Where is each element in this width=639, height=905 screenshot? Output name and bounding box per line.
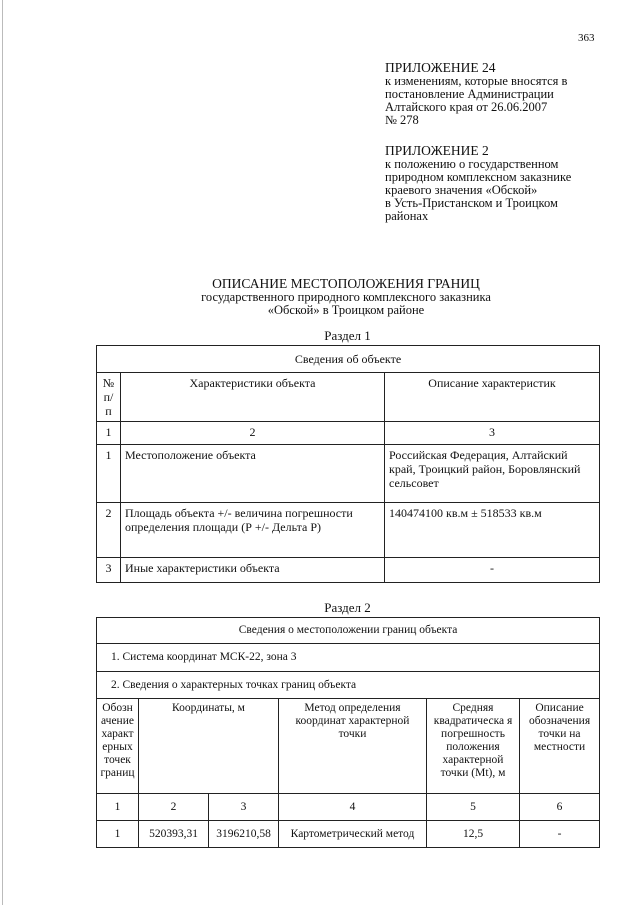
header-characteristic: Характеристики объекта [121,373,385,422]
document-title: ОПИСАНИЕ МЕСТОПОЛОЖЕНИЯ ГРАНИЦ [212,276,480,291]
row-number: 2 [97,503,121,558]
row-number: 3 [97,558,121,583]
header-coordinates: Координаты, м [139,699,279,794]
page-number: 363 [578,32,595,44]
header-number: № п/п [97,373,121,422]
row-number: 1 [97,445,121,503]
section-2-label: Раздел 2 [324,600,371,615]
point-y-coordinate: 3196210,58 [209,821,279,848]
boundary-table-title: Сведения о местоположении границ объекта [97,618,600,644]
row-characteristic: Площадь объекта +/- величина погрешности определения площади (Р +/- Дельта Р) [121,503,385,558]
column-number-cell: 3 [385,422,600,445]
header-method: Метод определения координат характерной точки [279,699,427,794]
point-method: Картометрический метод [279,821,427,848]
points-section-title: 2. Сведения о характерных точках границ объекта [97,672,600,699]
row-description: - [385,558,600,583]
header-accuracy: Средняя квадратическа я погрешность положения характерной точки (Mt), м [427,699,520,794]
appendix-24-line: № 278 [385,113,419,127]
document-subtitle-line: государственного природного комплексного заказника [201,290,491,304]
row-description: Российская Федерация, Алтайский край, Троицкий район, Боровлянский сельсовет [385,445,600,503]
column-number-cell: 4 [279,794,427,821]
table-row [97,558,600,583]
appendix-24-line: Алтайского края от 26.06.2007 [385,100,548,114]
table-row [97,445,600,503]
boundary-location-table [96,617,600,848]
scan-edge-line [2,0,3,905]
column-number-cell: 5 [427,794,520,821]
row-characteristic: Иные характеристики объекта [121,558,385,583]
header-designation: Обозн ачение характ ерных точек границ [97,699,139,794]
point-designation: 1 [97,821,139,848]
point-x-coordinate: 520393,31 [139,821,209,848]
appendix-24-heading: ПРИЛОЖЕНИЕ 24 [385,60,496,75]
appendix-2-block [385,144,625,223]
header-point-description: Описание обозначения точки на местности [520,699,600,794]
column-number-cell: 2 [139,794,209,821]
appendix-2-heading: ПРИЛОЖЕНИЕ 2 [385,143,489,158]
appendix-2-line: к положению о государственном [385,157,559,171]
appendix-2-line: районах [385,209,429,223]
column-number-cell: 2 [121,422,385,445]
appendix-24-line: постановление Администрации [385,87,554,101]
column-number-cell: 6 [520,794,600,821]
row-characteristic: Местоположение объекта [121,445,385,503]
document-title-block [96,276,596,317]
point-description: - [520,821,600,848]
appendix-2-line: в Усть-Пристанском и Троицком [385,196,558,210]
point-accuracy: 12,5 [427,821,520,848]
column-number-cell: 3 [209,794,279,821]
object-info-table-title: Сведения об объекте [97,346,600,373]
table-row [97,503,600,558]
header-description: Описание характеристик [385,373,600,422]
appendix-24-block [385,61,625,127]
appendix-24-line: к изменениям, которые вносятся в [385,74,568,88]
column-number-cell: 1 [97,794,139,821]
appendix-2-line: природном комплексном заказнике [385,170,572,184]
coordinate-system: 1. Система координат МСК-22, зона 3 [97,644,600,672]
document-subtitle-line: «Обской» в Троицком районе [267,303,425,317]
appendix-2-line: краевого значения «Обской» [385,183,538,197]
section-1-label: Раздел 1 [324,328,371,343]
row-description: 140474100 кв.м ± 518533 кв.м [385,503,600,558]
object-info-table [96,345,600,583]
table-row [97,821,600,848]
column-number-cell: 1 [97,422,121,445]
